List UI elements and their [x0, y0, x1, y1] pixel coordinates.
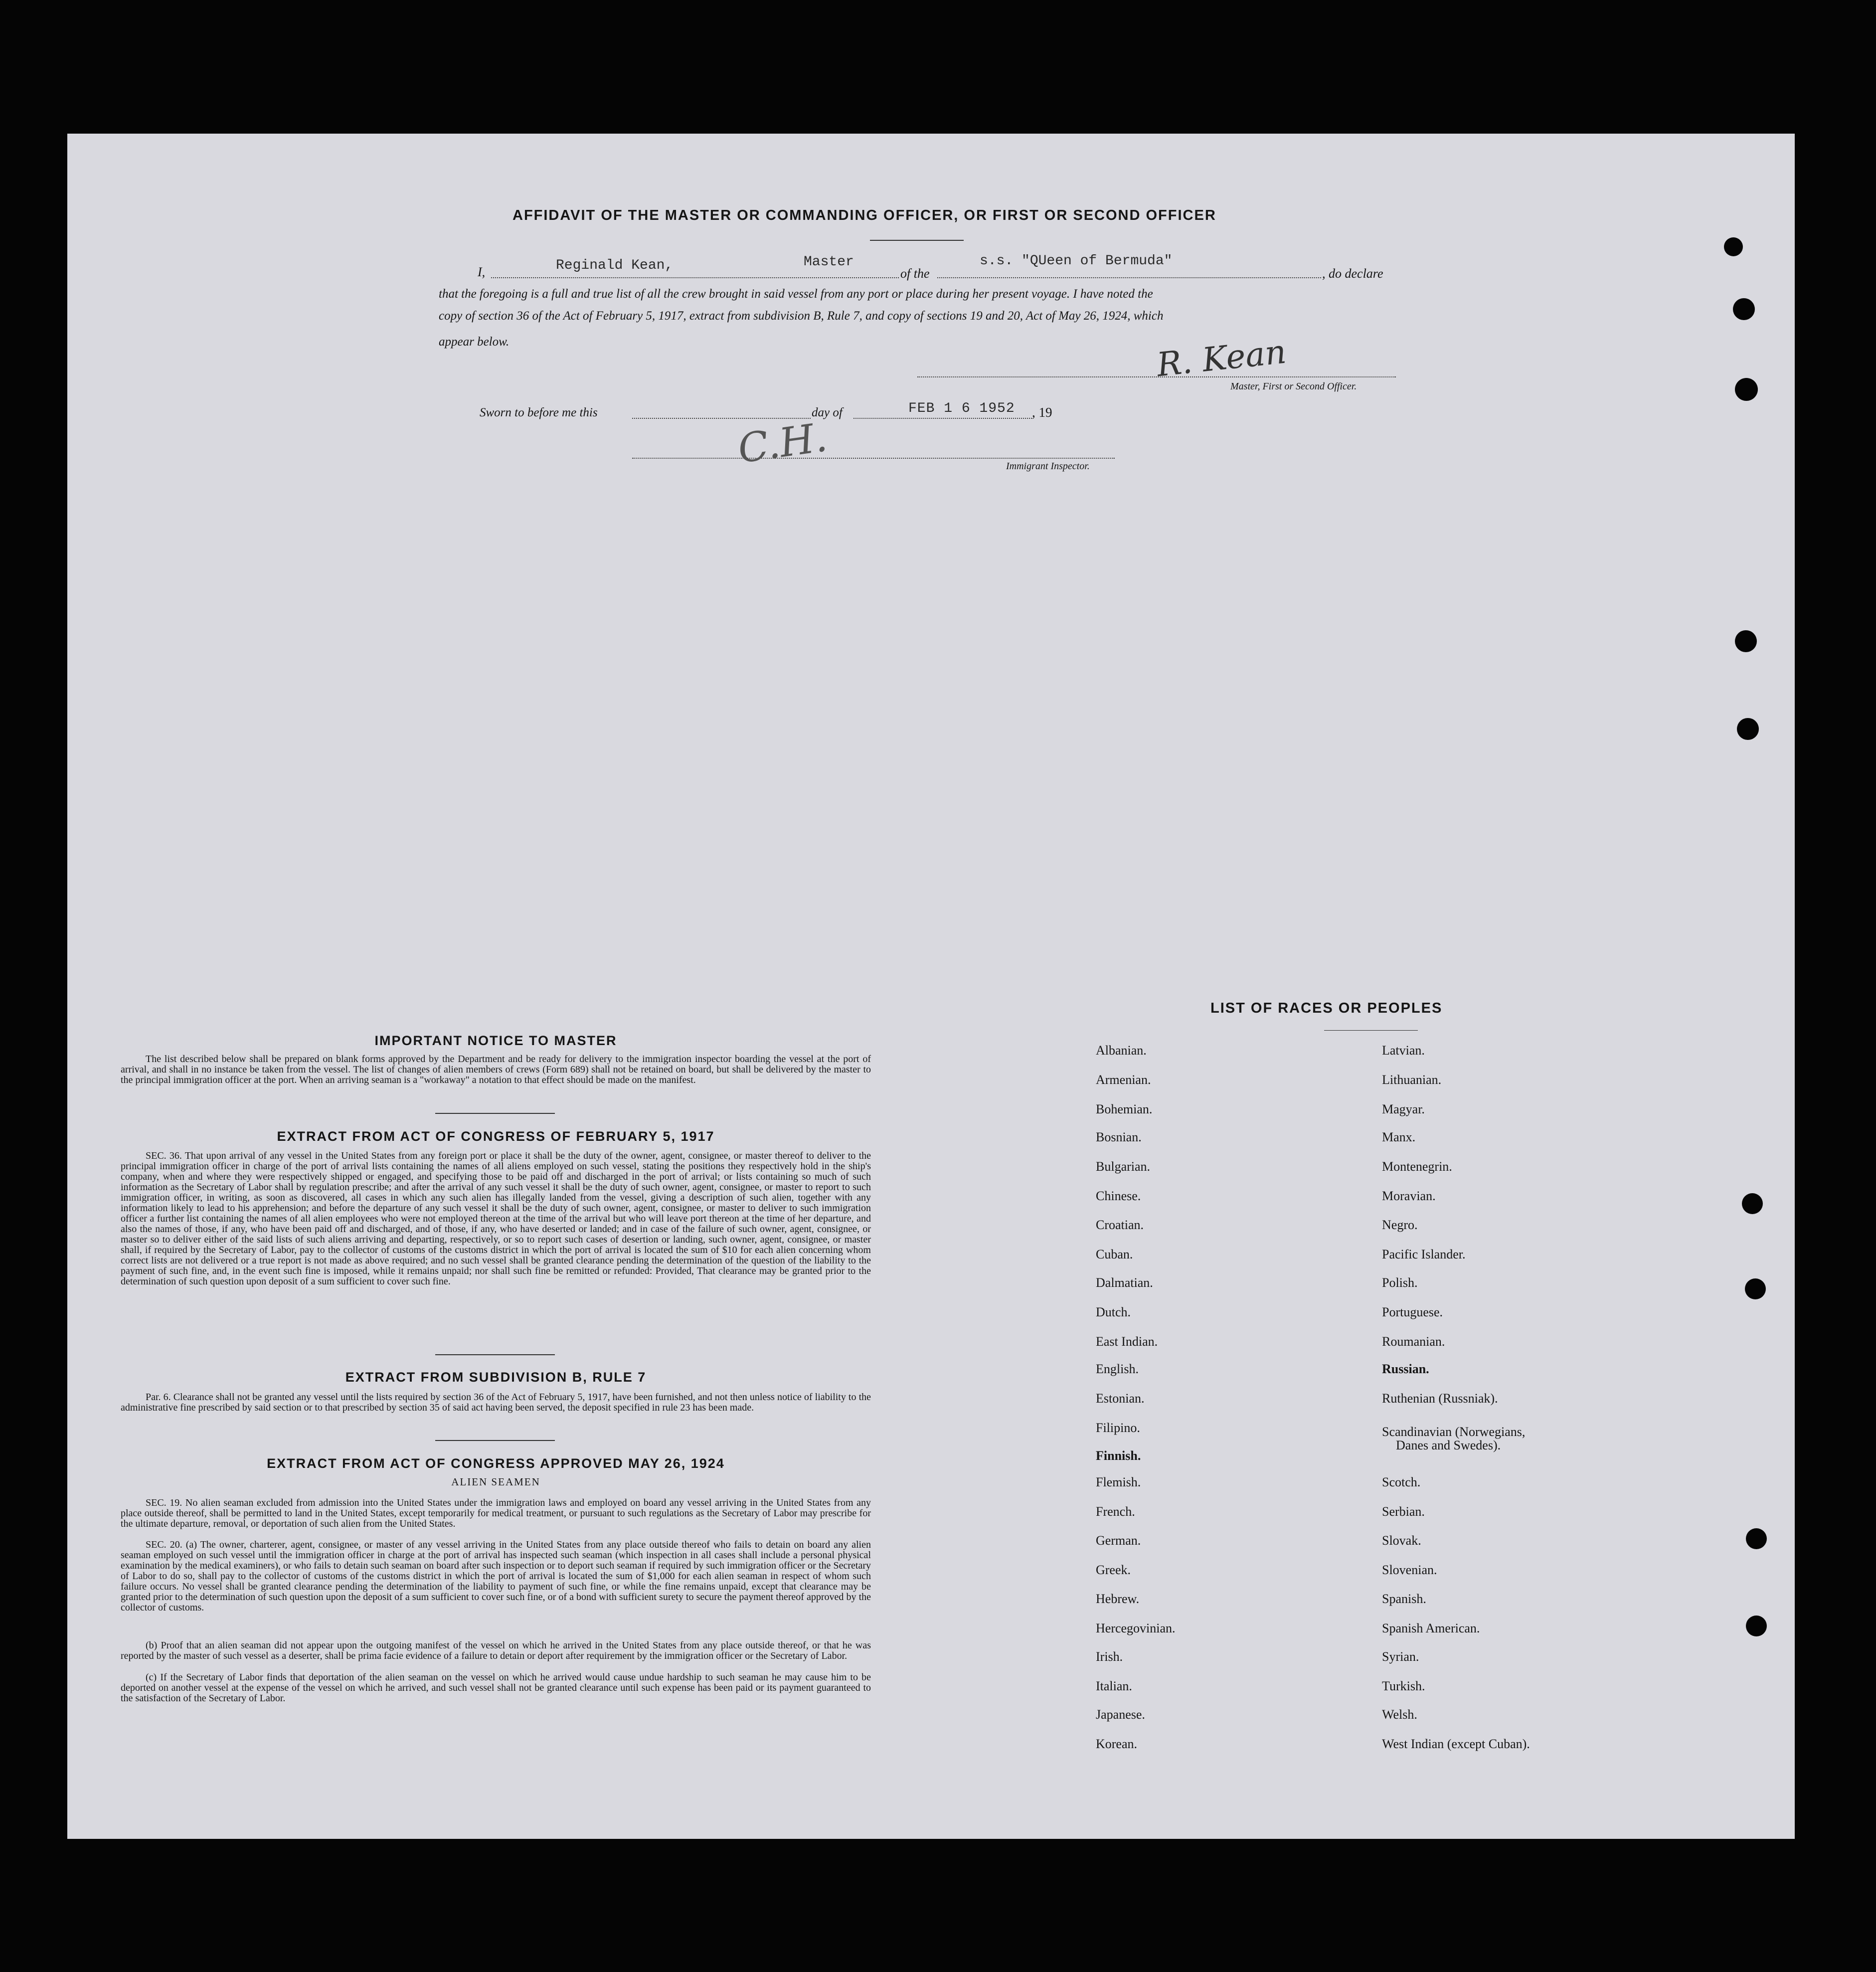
section-divider	[435, 1440, 555, 1441]
year-prefix: , 19	[1032, 405, 1052, 420]
race-item: Welsh.	[1382, 1707, 1417, 1722]
section-divider	[435, 1354, 555, 1355]
binder-hole	[1724, 237, 1743, 256]
race-item: Korean.	[1096, 1737, 1138, 1751]
race-item: East Indian.	[1096, 1334, 1158, 1349]
date-stamp: FEB 1 6 1952	[908, 401, 1015, 416]
race-item: Slovak.	[1382, 1533, 1421, 1548]
race-item: Dalmatian.	[1096, 1275, 1153, 1290]
inspector-signature-line	[632, 458, 1115, 459]
race-item: Danes and Swedes).	[1396, 1438, 1501, 1452]
race-item: Finnish.	[1096, 1448, 1141, 1463]
race-item: German.	[1096, 1533, 1141, 1548]
master-name: Reginald Kean,	[556, 258, 674, 273]
race-item: Polish.	[1382, 1275, 1418, 1290]
race-item: Moravian.	[1382, 1189, 1436, 1203]
master-signature-caption: Master, First or Second Officer.	[1230, 381, 1357, 392]
race-item: Lithuanian.	[1382, 1073, 1442, 1087]
race-item: West Indian (except Cuban).	[1382, 1737, 1530, 1751]
rule7-title: EXTRACT FROM SUBDIVISION B, RULE 7	[345, 1370, 647, 1385]
race-item: Spanish American.	[1382, 1621, 1480, 1635]
binder-hole	[1746, 1615, 1767, 1636]
sec-20c-body: (c) If the Secretary of Labor finds that deportation of the alien seaman on the vessel on which he arrived would cause undue hardship to such seaman he may cause him to be deported on another vessel at the expense of the vessel on which he arrived, and such vessel shall not be granted clearance until such expense has been paid or its payment guaranteed to the satisfaction of the Secretary of Labor.	[121, 1672, 871, 1704]
binder-hole	[1735, 630, 1757, 652]
race-item: English.	[1096, 1362, 1139, 1376]
vessel-line	[937, 277, 1321, 278]
sec-20a-body: SEC. 20. (a) The owner, charterer, agent, consignee, or master of any vessel arriving in the United States from any place outside thereof who fails to detain on board any alien seaman employed on such vessel until the immigration officer in charge at the port of arrival has inspected such seaman (which inspection in all cases shall include a personal physical examination by the medical examiners), or who fails to detain such seaman on board after such inspection or to deport such seaman if required by such immigration officer or the Secretary of Labor to do so, shall pay to the collector of customs of the customs district in which the port of arrival is located the sum of $1,000 for each alien seaman in respect of whom such failure occurs. No vessel shall be granted clearance pending the determination of the liability to payment of such fine, or while the fine remains unpaid, except that clearance may be granted prior to the determination of such question upon the deposit of a sum sufficient to cover such fine, or of a bond with sufficient surety to secure the payment thereof approved by the collector of customs.	[121, 1539, 871, 1613]
affidavit-line-2: that the foregoing is a full and true list of all the crew brought in said vessel from any port or place during her present voyage. I have noted the	[439, 287, 1153, 301]
races-divider	[1324, 1030, 1418, 1031]
race-item: Japanese.	[1096, 1707, 1145, 1722]
rule7-body: Par. 6. Clearance shall not be granted any vessel until the lists required by section 36 of the Act of February 5, 1917, have been furnished, and not then unless notice of liability to the administrative fine prescribed by said section or to that prescribed by section 35 of said act having been served, the deposit specified in rule 23 has been made.	[121, 1392, 871, 1413]
race-item: Filipino.	[1096, 1421, 1140, 1435]
race-item: Ruthenian (Russniak).	[1382, 1391, 1498, 1406]
race-item: Turkish.	[1382, 1679, 1425, 1693]
race-item: Bosnian.	[1096, 1130, 1142, 1144]
race-item: Hebrew.	[1096, 1592, 1140, 1606]
races-title: LIST OF RACES OR PEOPLES	[1210, 1000, 1443, 1016]
sec-20b-body: (b) Proof that an alien seaman did not appear upon the outgoing manifest of the vessel on which he arrived in the United States from any place outside thereof, or that he was reported by the master of such vessel as a deserter, shall be prima facie evidence of a failure to detain or deport after requirement by the immigration officer or the Secretary of Labor.	[121, 1640, 871, 1661]
of-the-label: of the	[900, 266, 930, 281]
binder-hole	[1746, 1528, 1767, 1549]
day-of-label: day of	[812, 406, 843, 419]
binder-hole	[1745, 1278, 1766, 1299]
race-item: Bulgarian.	[1096, 1159, 1151, 1174]
binder-hole	[1742, 1193, 1763, 1214]
sworn-day-line	[632, 418, 811, 419]
race-item: Roumanian.	[1382, 1334, 1445, 1349]
vessel-name: s.s. "QUeen of Bermuda"	[980, 253, 1173, 269]
sworn-month-line	[853, 418, 1032, 419]
race-item: Estonian.	[1096, 1391, 1145, 1406]
do-declare-label: , do declare	[1322, 266, 1383, 281]
affidavit-i-label: I,	[478, 265, 486, 279]
race-item: Scotch.	[1382, 1475, 1421, 1489]
race-item: Latvian.	[1382, 1043, 1425, 1058]
race-item: Hercegovinian.	[1096, 1621, 1176, 1635]
sworn-label: Sworn to before me this	[480, 406, 598, 419]
race-item: Pacific Islander.	[1382, 1247, 1466, 1261]
race-item: Dutch.	[1096, 1305, 1131, 1319]
extract-1924-title: EXTRACT FROM ACT OF CONGRESS APPROVED MAY 26, 1924	[267, 1456, 725, 1471]
inspector-signature: C.H.	[735, 413, 830, 473]
race-item: Albanian.	[1096, 1043, 1147, 1058]
title-divider	[870, 240, 964, 241]
race-item: Bohemian.	[1096, 1102, 1153, 1116]
race-item: Negro.	[1382, 1218, 1418, 1232]
race-item: Croatian.	[1096, 1218, 1144, 1232]
inspector-caption: Immigrant Inspector.	[1006, 461, 1090, 472]
extract-1917-title: EXTRACT FROM ACT OF CONGRESS OF FEBRUARY 5, 1917	[277, 1129, 715, 1144]
race-item: Armenian.	[1096, 1073, 1151, 1087]
race-item: Irish.	[1096, 1649, 1123, 1664]
master-signature: R. Kean	[1155, 332, 1288, 384]
master-rank: Master	[804, 254, 854, 270]
race-item: Manx.	[1382, 1130, 1416, 1144]
race-item: Portuguese.	[1382, 1305, 1443, 1319]
extract-1924-subtitle: ALIEN SEAMEN	[451, 1476, 540, 1488]
master-signature-line	[917, 376, 1396, 377]
race-item: Italian.	[1096, 1679, 1132, 1693]
affidavit-line-3: copy of section 36 of the Act of February 5, 1917, extract from subdivision B, Rule 7, and copy of sections 19 and 20, Act of May 26, 1924, which	[439, 309, 1164, 323]
affidavit-line-4: appear below.	[439, 335, 510, 349]
race-item: French.	[1096, 1504, 1135, 1519]
race-item: Syrian.	[1382, 1649, 1419, 1664]
race-item: Serbian.	[1382, 1504, 1425, 1519]
race-item: Greek.	[1096, 1563, 1131, 1577]
section-divider	[435, 1113, 555, 1114]
binder-hole	[1735, 378, 1758, 401]
race-item: Magyar.	[1382, 1102, 1425, 1116]
notice-body: The list described below shall be prepared on blank forms approved by the Department and be ready for delivery to the immigration inspector boarding the vessel at the port of arrival, and shall in no instance be taken from the vessel. The list of changes of alien members of crews (Form 689) shall not be retained on board, but shall be delivered by the master to the principal immigration officer at the port. When an arriving seaman is a "workaway" a notation to that effect should be made on the manifest.	[121, 1054, 871, 1085]
race-item: Scandinavian (Norwegians,	[1382, 1425, 1526, 1439]
affidavit-title: AFFIDAVIT OF THE MASTER OR COMMANDING OFFICER, OR FIRST OR SECOND OFFICER	[512, 207, 1216, 223]
sec-19-body: SEC. 19. No alien seaman excluded from admission into the United States under the immigration laws and employed on board any vessel arriving in the United States from any place outside thereof, shall be permitted to land in the United States, except temporarily for medical treatment, or pursuant to such regulations as the Secretary of Labor may prescribe for the ultimate departure, removal, or deportation of such alien from the United States.	[121, 1497, 871, 1529]
notice-title: IMPORTANT NOTICE TO MASTER	[374, 1033, 617, 1048]
race-item: Slovenian.	[1382, 1563, 1437, 1577]
extract-1917-body: SEC. 36. That upon arrival of any vessel in the United States from any foreign port or place it shall be the duty of the owner, agent, consignee, or master thereof to deliver to the principal immigration officer in charge of the port of arrival lists containing the names of all aliens employed on such vessel, stating the positions they respectively hold in the ship's company, when and where they were respectively shipped or engaged, and specifying those to be paid off and discharged in the port of arrival; or lists containing so much of such information as the Secretary of Labor shall by regulation prescribe; and after the arrival of any such vessel it shall be the duty of such owner, agent, consignee, or master to report to such immigration officer, in writing, as soon as discovered, all cases in which any such alien has illegally landed from the vessel, giving a description of such alien, together with any information likely to lead to his apprehension; and before the departure of any such vessel it shall be the duty of such owner, agent, consignee, or master to deliver to such immigration officer a further list containing the names of all alien employees who were not employed thereon at the time of the arrival but who will leave port thereon at the time of her departure, and also the names of those, if any, who have been paid off and discharged, and of those, if any, who have deserted or landed; and in case of the failure of such owner, agent, consignee, or master so to deliver either of the said lists of such aliens arriving and departing, respectively, or so to report such cases of desertion or landing, such owner, agent, consignee, or master shall, if required by the Secretary of Labor, pay to the collector of customs of the customs district in which the port of arrival is located the sum of $10 for each alien concerning whom correct lists are not delivered or a true report is not made as above required; and no such vessel shall be granted clearance pending the determination of the question of the liability to the payment of such fine, and, in the event such fine is imposed, while it remains unpaid; nor shall such fine be remitted or refunded: Provided, That clearance may be granted prior to the determination of such question upon deposit of a sum sufficient to cover such fine.	[121, 1150, 871, 1287]
race-item: Cuban.	[1096, 1247, 1133, 1261]
race-item: Russian.	[1382, 1362, 1429, 1376]
binder-hole	[1737, 718, 1759, 740]
binder-hole	[1733, 298, 1755, 320]
race-item: Flemish.	[1096, 1475, 1141, 1489]
race-item: Chinese.	[1096, 1189, 1141, 1203]
name-line	[491, 277, 899, 278]
race-item: Spanish.	[1382, 1592, 1426, 1606]
race-item: Montenegrin.	[1382, 1159, 1452, 1174]
